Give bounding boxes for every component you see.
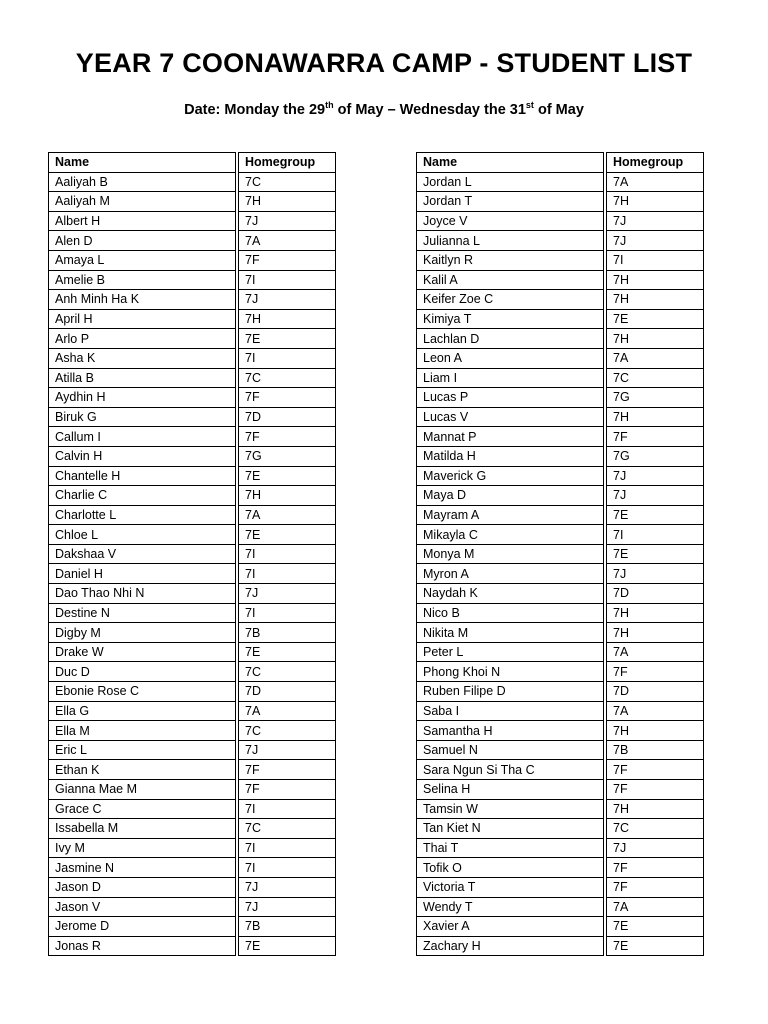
homegroup-cell: 7J — [606, 231, 704, 251]
table-row — [416, 702, 704, 722]
table-row — [48, 349, 336, 369]
table-row — [48, 623, 336, 643]
homegroup-cell: 7C — [238, 369, 336, 389]
student-name-cell: Ruben Filipe D — [416, 682, 604, 702]
table-row — [48, 212, 336, 232]
homegroup-cell: 7H — [606, 800, 704, 820]
student-name-cell: Wendy T — [416, 898, 604, 918]
homegroup-cell: 7G — [606, 388, 704, 408]
homegroup-cell: 7E — [606, 545, 704, 565]
table-row — [416, 506, 704, 526]
homegroup-column-header: Homegroup — [238, 152, 336, 173]
student-name-cell: Aaliyah B — [48, 173, 236, 193]
homegroup-cell: 7E — [238, 329, 336, 349]
table-row — [416, 408, 704, 428]
table-row — [416, 427, 704, 447]
homegroup-cell: 7C — [238, 662, 336, 682]
table-row — [48, 721, 336, 741]
homegroup-cell: 7F — [606, 427, 704, 447]
table-row — [416, 682, 704, 702]
homegroup-cell: 7F — [606, 878, 704, 898]
student-name-cell: Ivy M — [48, 839, 236, 859]
homegroup-cell: 7D — [238, 408, 336, 428]
homegroup-cell: 7I — [606, 525, 704, 545]
homegroup-cell: 7J — [238, 290, 336, 310]
homegroup-cell: 7J — [606, 564, 704, 584]
table-row — [416, 800, 704, 820]
table-row — [48, 427, 336, 447]
student-name-cell: Liam I — [416, 369, 604, 389]
table-header-row — [48, 152, 336, 173]
student-name-cell: Dakshaa V — [48, 545, 236, 565]
student-name-cell: Keifer Zoe C — [416, 290, 604, 310]
table-row — [48, 898, 336, 918]
student-name-cell: Victoria T — [416, 878, 604, 898]
student-name-cell: Lucas P — [416, 388, 604, 408]
table-row — [416, 878, 704, 898]
student-name-cell: Samuel N — [416, 741, 604, 761]
student-name-cell: Peter L — [416, 643, 604, 663]
table-row — [416, 467, 704, 487]
homegroup-cell: 7E — [238, 937, 336, 957]
student-name-cell: Jason D — [48, 878, 236, 898]
table-row — [48, 545, 336, 565]
homegroup-cell: 7I — [238, 349, 336, 369]
homegroup-cell: 7A — [606, 702, 704, 722]
homegroup-cell: 7H — [238, 486, 336, 506]
table-row — [416, 917, 704, 937]
table-row — [416, 819, 704, 839]
student-name-cell: Callum I — [48, 427, 236, 447]
table-row — [416, 349, 704, 369]
student-name-cell: Mannat P — [416, 427, 604, 447]
table-row — [48, 408, 336, 428]
student-name-cell: Tan Kiet N — [416, 819, 604, 839]
table-row — [416, 251, 704, 271]
table-row — [48, 917, 336, 937]
homegroup-cell: 7E — [238, 525, 336, 545]
student-name-cell: Anh Minh Ha K — [48, 290, 236, 310]
table-row — [48, 780, 336, 800]
student-name-cell: Selina H — [416, 780, 604, 800]
student-name-cell: Ella M — [48, 721, 236, 741]
homegroup-cell: 7I — [238, 564, 336, 584]
table-row — [416, 329, 704, 349]
homegroup-cell: 7F — [606, 780, 704, 800]
homegroup-cell: 7I — [238, 858, 336, 878]
table-row — [48, 800, 336, 820]
table-row — [48, 310, 336, 330]
name-column-header: Name — [416, 152, 604, 173]
student-name-cell: Jordan T — [416, 192, 604, 212]
student-name-cell: Calvin H — [48, 447, 236, 467]
homegroup-cell: 7I — [238, 545, 336, 565]
table-row — [48, 192, 336, 212]
table-row — [416, 231, 704, 251]
table-row — [48, 329, 336, 349]
homegroup-cell: 7H — [606, 192, 704, 212]
table-row — [48, 447, 336, 467]
homegroup-cell: 7E — [238, 467, 336, 487]
student-name-cell: Julianna L — [416, 231, 604, 251]
name-column-header: Name — [48, 152, 236, 173]
student-table-right — [414, 152, 706, 956]
homegroup-cell: 7A — [606, 173, 704, 193]
student-name-cell: Sara Ngun Si Tha C — [416, 760, 604, 780]
student-name-cell: Jasmine N — [48, 858, 236, 878]
homegroup-cell: 7H — [606, 604, 704, 624]
student-name-cell: Chantelle H — [48, 467, 236, 487]
homegroup-cell: 7H — [606, 623, 704, 643]
table-row — [48, 662, 336, 682]
student-name-cell: Amelie B — [48, 271, 236, 291]
table-row — [416, 212, 704, 232]
homegroup-cell: 7C — [238, 721, 336, 741]
student-name-cell: Ebonie Rose C — [48, 682, 236, 702]
homegroup-cell: 7F — [606, 760, 704, 780]
homegroup-cell: 7F — [238, 780, 336, 800]
table-row — [416, 623, 704, 643]
homegroup-cell: 7A — [606, 643, 704, 663]
table-row — [48, 251, 336, 271]
student-name-cell: Charlotte L — [48, 506, 236, 526]
student-name-cell: Dao Thao Nhi N — [48, 584, 236, 604]
table-row — [416, 858, 704, 878]
table-row — [48, 682, 336, 702]
table-row — [416, 584, 704, 604]
table-row — [48, 525, 336, 545]
table-row — [48, 564, 336, 584]
student-name-cell: Samantha H — [416, 721, 604, 741]
student-name-cell: Atilla B — [48, 369, 236, 389]
table-row — [416, 545, 704, 565]
homegroup-cell: 7C — [238, 819, 336, 839]
homegroup-cell: 7J — [238, 584, 336, 604]
table-row — [416, 741, 704, 761]
table-row — [416, 447, 704, 467]
student-name-cell: Thai T — [416, 839, 604, 859]
homegroup-cell: 7J — [606, 839, 704, 859]
student-name-cell: Charlie C — [48, 486, 236, 506]
table-row — [48, 760, 336, 780]
table-row — [48, 643, 336, 663]
homegroup-cell: 7J — [606, 467, 704, 487]
table-header-row — [416, 152, 704, 173]
homegroup-column-header: Homegroup — [606, 152, 704, 173]
homegroup-cell: 7D — [606, 584, 704, 604]
table-row — [48, 937, 336, 957]
date-ordinal-end: st — [525, 100, 534, 110]
homegroup-cell: 7J — [606, 212, 704, 232]
table-row — [416, 290, 704, 310]
homegroup-cell: 7F — [238, 760, 336, 780]
homegroup-cell: 7A — [238, 506, 336, 526]
homegroup-cell: 7E — [606, 937, 704, 957]
student-name-cell: Nico B — [416, 604, 604, 624]
table-row — [48, 231, 336, 251]
student-name-cell: Duc D — [48, 662, 236, 682]
student-name-cell: Mikayla C — [416, 525, 604, 545]
table-row — [48, 584, 336, 604]
table-row — [48, 290, 336, 310]
table-row — [416, 369, 704, 389]
homegroup-cell: 7A — [238, 231, 336, 251]
homegroup-cell: 7I — [238, 271, 336, 291]
homegroup-cell: 7E — [238, 643, 336, 663]
homegroup-cell: 7H — [606, 271, 704, 291]
student-table-left — [46, 152, 338, 956]
table-row — [416, 388, 704, 408]
student-name-cell: Jonas R — [48, 937, 236, 957]
table-row — [48, 173, 336, 193]
table-row — [48, 839, 336, 859]
student-name-cell: Jerome D — [48, 917, 236, 937]
student-name-cell: Phong Khoi N — [416, 662, 604, 682]
student-name-cell: Digby M — [48, 623, 236, 643]
student-name-cell: Joyce V — [416, 212, 604, 232]
student-name-cell: Myron A — [416, 564, 604, 584]
homegroup-cell: 7F — [606, 858, 704, 878]
student-name-cell: Kalil A — [416, 271, 604, 291]
table-row — [416, 173, 704, 193]
table-row — [416, 643, 704, 663]
student-name-cell: Eric L — [48, 741, 236, 761]
student-name-cell: April H — [48, 310, 236, 330]
homegroup-cell: 7C — [606, 819, 704, 839]
student-name-cell: Maverick G — [416, 467, 604, 487]
table-row — [48, 506, 336, 526]
homegroup-cell: 7B — [238, 917, 336, 937]
table-row — [48, 702, 336, 722]
homegroup-cell: 7J — [238, 741, 336, 761]
table-row — [48, 467, 336, 487]
table-row — [48, 271, 336, 291]
homegroup-cell: 7H — [606, 408, 704, 428]
student-name-cell: Biruk G — [48, 408, 236, 428]
student-name-cell: Naydah K — [416, 584, 604, 604]
student-name-cell: Matilda H — [416, 447, 604, 467]
date-middle: of May – Wednesday the 31 — [333, 102, 526, 118]
student-name-cell: Tamsin W — [416, 800, 604, 820]
table-row — [48, 741, 336, 761]
homegroup-cell: 7H — [606, 721, 704, 741]
student-name-cell: Lucas V — [416, 408, 604, 428]
student-name-cell: Chloe L — [48, 525, 236, 545]
student-name-cell: Lachlan D — [416, 329, 604, 349]
date-ordinal-start: th — [325, 100, 334, 110]
student-name-cell: Albert H — [48, 212, 236, 232]
homegroup-cell: 7F — [606, 662, 704, 682]
table-row — [416, 192, 704, 212]
homegroup-cell: 7A — [238, 702, 336, 722]
table-row — [48, 486, 336, 506]
homegroup-cell: 7D — [606, 682, 704, 702]
homegroup-cell: 7A — [606, 898, 704, 918]
homegroup-cell: 7H — [238, 192, 336, 212]
table-row — [48, 604, 336, 624]
homegroup-cell: 7E — [606, 310, 704, 330]
homegroup-cell: 7H — [606, 329, 704, 349]
table-row — [416, 760, 704, 780]
homegroup-cell: 7C — [606, 369, 704, 389]
student-name-cell: Kimiya T — [416, 310, 604, 330]
homegroup-cell: 7F — [238, 388, 336, 408]
table-row — [416, 721, 704, 741]
table-row — [416, 780, 704, 800]
homegroup-cell: 7J — [238, 898, 336, 918]
homegroup-cell: 7H — [238, 310, 336, 330]
student-name-cell: Tofik O — [416, 858, 604, 878]
student-name-cell: Saba I — [416, 702, 604, 722]
date-line — [0, 102, 768, 118]
student-name-cell: Mayram A — [416, 506, 604, 526]
homegroup-cell: 7G — [238, 447, 336, 467]
student-name-cell: Jordan L — [416, 173, 604, 193]
student-name-cell: Ella G — [48, 702, 236, 722]
student-name-cell: Ethan K — [48, 760, 236, 780]
student-name-cell: Aaliyah M — [48, 192, 236, 212]
homegroup-cell: 7J — [606, 486, 704, 506]
student-name-cell: Gianna Mae M — [48, 780, 236, 800]
table-row — [48, 369, 336, 389]
homegroup-cell: 7J — [238, 212, 336, 232]
homegroup-cell: 7A — [606, 349, 704, 369]
table-row — [416, 662, 704, 682]
table-row — [416, 937, 704, 957]
student-name-cell: Destine N — [48, 604, 236, 624]
student-name-cell: Leon A — [416, 349, 604, 369]
homegroup-cell: 7D — [238, 682, 336, 702]
table-row — [416, 564, 704, 584]
student-name-cell: Monya M — [416, 545, 604, 565]
date-suffix: of May — [533, 102, 584, 118]
student-name-cell: Daniel H — [48, 564, 236, 584]
table-row — [416, 486, 704, 506]
student-name-cell: Alen D — [48, 231, 236, 251]
student-name-cell: Jason V — [48, 898, 236, 918]
homegroup-cell: 7B — [606, 741, 704, 761]
table-row — [416, 839, 704, 859]
homegroup-cell: 7F — [238, 251, 336, 271]
student-name-cell: Kaitlyn R — [416, 251, 604, 271]
homegroup-cell: 7E — [606, 917, 704, 937]
homegroup-cell: 7C — [238, 173, 336, 193]
table-row — [416, 604, 704, 624]
student-name-cell: Aydhin H — [48, 388, 236, 408]
table-row — [48, 858, 336, 878]
date-prefix: Date: Monday the 29 — [184, 102, 326, 118]
table-row — [416, 898, 704, 918]
homegroup-cell: 7I — [238, 604, 336, 624]
homegroup-cell: 7I — [238, 839, 336, 859]
table-row — [48, 878, 336, 898]
table-row — [416, 310, 704, 330]
homegroup-cell: 7B — [238, 623, 336, 643]
homegroup-cell: 7H — [606, 290, 704, 310]
student-name-cell: Maya D — [416, 486, 604, 506]
student-name-cell: Xavier A — [416, 917, 604, 937]
table-row — [416, 271, 704, 291]
student-name-cell: Nikita M — [416, 623, 604, 643]
student-name-cell: Drake W — [48, 643, 236, 663]
homegroup-cell: 7F — [238, 427, 336, 447]
homegroup-cell: 7I — [606, 251, 704, 271]
student-name-cell: Arlo P — [48, 329, 236, 349]
table-row — [416, 525, 704, 545]
table-row — [48, 819, 336, 839]
page-title: YEAR 7 COONAWARRA CAMP - STUDENT LIST — [75, 48, 693, 78]
student-name-cell: Grace C — [48, 800, 236, 820]
student-name-cell: Issabella M — [48, 819, 236, 839]
student-name-cell: Amaya L — [48, 251, 236, 271]
homegroup-cell: 7I — [238, 800, 336, 820]
student-name-cell: Zachary H — [416, 937, 604, 957]
homegroup-cell: 7J — [238, 878, 336, 898]
homegroup-cell: 7E — [606, 506, 704, 526]
table-row — [48, 388, 336, 408]
homegroup-cell: 7G — [606, 447, 704, 467]
student-name-cell: Asha K — [48, 349, 236, 369]
